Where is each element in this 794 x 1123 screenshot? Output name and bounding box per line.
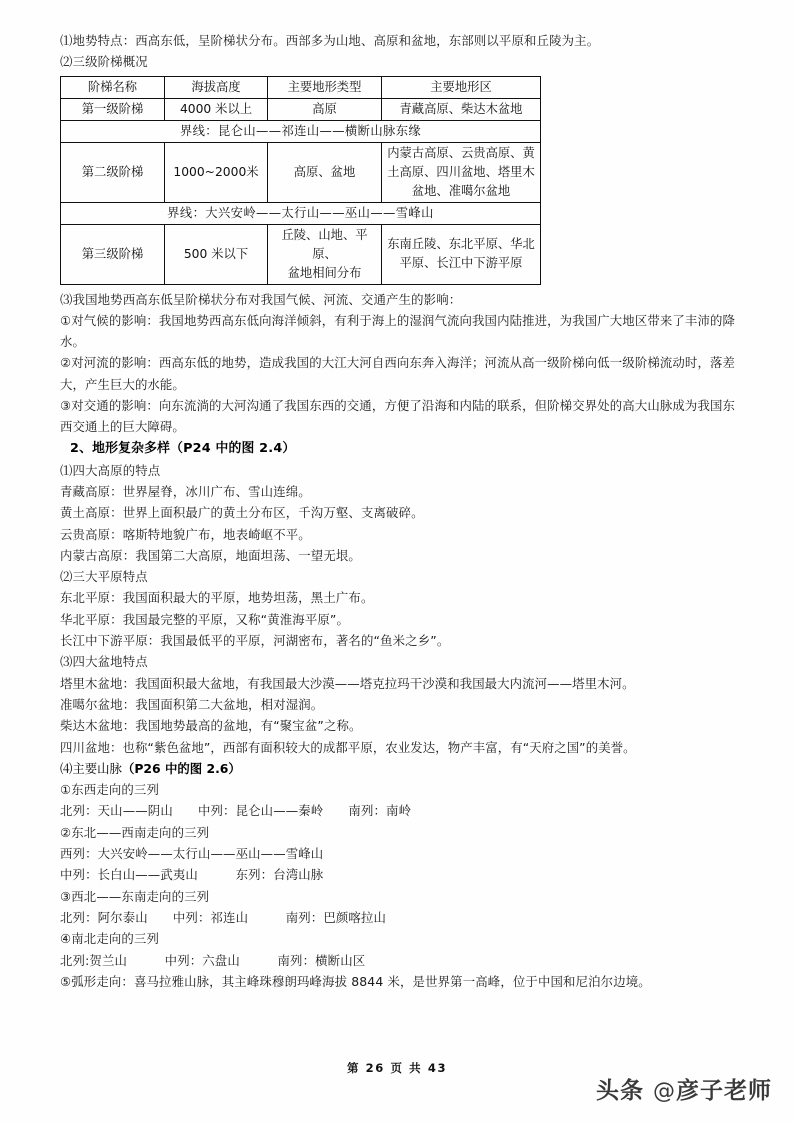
row1-landform-region: 青藏高原、柴达木盆地 (382, 98, 541, 120)
watermark-prefix: 头条 (595, 1078, 653, 1104)
watermark-at-symbol: @ (653, 1079, 676, 1104)
table-boundary-row-1 (61, 120, 541, 142)
boundary-line-1: 界线：昆仑山——祁连山——横断山脉东缘 (61, 120, 541, 142)
mountain-group-2-title: ②东北——西南走向的三列 (60, 824, 210, 840)
mountain-group-3-title: ③西北——东南走向的三列 (60, 888, 210, 904)
basin-item-chaidamu: 柴达木盆地：我国地势最高的盆地，有“聚宝盆”之称。 (60, 718, 362, 734)
row2-name: 第二级阶梯 (61, 142, 165, 202)
boundary-line-2: 界线：大兴安岭——太行山——巫山——雪峰山 (61, 202, 541, 224)
table-boundary-row-2 (61, 202, 541, 224)
three-stair-table (60, 76, 541, 285)
plain-item-dongbei: 东北平原：我国面积最大的平原，地势坦荡，黑土广布。 (60, 590, 374, 606)
effects-heading: ⑶我国地势西高东低呈阶梯状分布对我国气候、河流、交通产生的影响： (60, 291, 462, 307)
watermark (596, 1072, 772, 1105)
row2-altitude: 1000~2000米 (165, 142, 268, 202)
plateau-item-yungui: 云贵高原：喀斯特地貌广布，地表崎岖不平。 (60, 526, 311, 542)
intro-line-1: ⑴地势特点：西高东低，呈阶梯状分布。西部多为山地、高原和盆地，东部则以平原和丘陵为主。 (60, 33, 600, 48)
mountain-group-1-detail: 北列：天山——阴山 中列：昆仑山——秦岭 南列：南岭 (60, 803, 412, 819)
section2-heading: 2、地形复杂多样（P24 中的图 2.4） (70, 440, 296, 456)
watermark-author: 彦子老师 (676, 1078, 772, 1104)
document-body (60, 30, 735, 992)
basin-item-zhungeer: 准噶尔盆地：我国面积第二大盆地，相对湿润。 (60, 696, 324, 712)
row1-landform-type: 高原 (268, 98, 382, 120)
row3-landform-type (268, 224, 382, 284)
row1-name: 第一级阶梯 (61, 98, 165, 120)
mountain-group-2-detail: 西列：大兴安岭——太行山——巫山——雪峰山 (60, 846, 324, 862)
row3-altitude: 500 米以下 (165, 224, 268, 284)
row3-name: 第三级阶梯 (61, 224, 165, 284)
basin-item-talimu: 塔里木盆地：我国面积最大盆地，有我国最大沙漠——塔克拉玛干沙漠和我国最大内流河——塔里木河。 (60, 675, 635, 691)
mountains-label-ref: （P26 中的图 2.6） (121, 760, 241, 776)
mountain-group-1-title: ①东西走向的三列 (60, 782, 160, 798)
plateaus-label: ⑴四大高原的特点 (60, 462, 161, 478)
mountains-label (60, 758, 735, 779)
plateau-item-neimenggu: 内蒙古高原：我国第二大高原，地面坦荡、一望无垠。 (60, 547, 361, 563)
mountain-group-4-title: ④南北走向的三列 (60, 931, 160, 947)
plateau-item-huangtu: 黄土高原：世界上面积最广的黄土分布区，千沟万壑、支离破碎。 (60, 505, 424, 521)
header-stair-name: 阶梯名称 (61, 76, 165, 98)
page-number-footer: 第 26 页 共 43 (346, 1061, 448, 1075)
basins-label: ⑶四大盆地特点 (60, 654, 148, 670)
row3-landform-region: 东南丘陵、东北平原、华北平原、长江中下游平原 (382, 224, 541, 284)
row3-landform-type-l2: 原、 (312, 246, 337, 261)
effect-item-climate: ①对气候的影响：我国地势西高东低向海洋倾斜，有利于海上的湿润气流向我国内陆推进，为我国广大地区带来了丰沛的降水。 (60, 312, 735, 350)
mountains-label-plain: ⑷主要山脉 (60, 760, 122, 776)
mountain-group-2-detail-2: 中列：长白山——武夷山 东列：台湾山脉 (60, 867, 324, 883)
row1-altitude: 4000 米以上 (165, 98, 268, 120)
row2-landform-type: 高原、盆地 (268, 142, 382, 202)
effect-item-transport: ③对交通的影响：向东流淌的大河沟通了我国东西的交通，方便了沿海和内陆的联系，但阶梯交界处的高大山脉成为我国东西交通上的巨大障碍。 (60, 398, 735, 435)
table-header-row (61, 76, 541, 98)
plains-label: ⑵三大平原特点 (60, 569, 148, 585)
plateau-item-qingzang: 青藏高原：世界屋脊，冰川广布、雪山连绵。 (60, 483, 311, 499)
intro-line-2: ⑵三级阶梯概况 (60, 54, 148, 70)
mountain-group-5-title: ⑤弧形走向：喜马拉雅山脉，其主峰珠穆朗玛峰海拔 8844 米，是世界第一高峰，位于中国和尼泊尔边境。 (60, 973, 651, 989)
header-landform-region: 主要地形区 (382, 76, 541, 98)
table-row (61, 142, 541, 202)
header-altitude: 海拔高度 (165, 76, 268, 98)
header-landform-type: 主要地形类型 (268, 76, 382, 98)
row2-landform-region: 内蒙古高原、云贵高原、黄土高原、四川盆地、塔里木盆地、准噶尔盆地 (382, 142, 541, 202)
effect-item-rivers: ②对河流的影响：西高东低的地势，造成我国的大江大河自西向东奔入海洋；河流从高一级阶梯向低一级阶梯流动时，落差大，产生巨大的水能。 (60, 355, 735, 392)
mountain-group-3-detail: 北列：阿尔泰山 中列：祁连山 南列：巴颜喀拉山 (60, 909, 387, 925)
row3-landform-type-l1: 丘陵、山地、平 (281, 227, 368, 242)
row3-landform-type-l3: 盆地相间分布 (287, 265, 362, 280)
basin-item-sichuan: 四川盆地：也称“紫色盆地”，西部有面积较大的成都平原，农业发达，物产丰富，有“天府之国”的美誉。 (60, 739, 636, 755)
plain-item-changjiang: 长江中下游平原：我国最低平的平原，河湖密布，著名的“鱼米之乡”。 (60, 633, 450, 649)
plain-item-huabei: 华北平原：我国最完整的平原，又称“黄淮海平原”。 (60, 611, 350, 627)
table-row (61, 224, 541, 284)
mountain-group-4-detail: 北列:贺兰山 中列：六盘山 南列：横断山区 (60, 952, 366, 968)
table-row (61, 98, 541, 120)
